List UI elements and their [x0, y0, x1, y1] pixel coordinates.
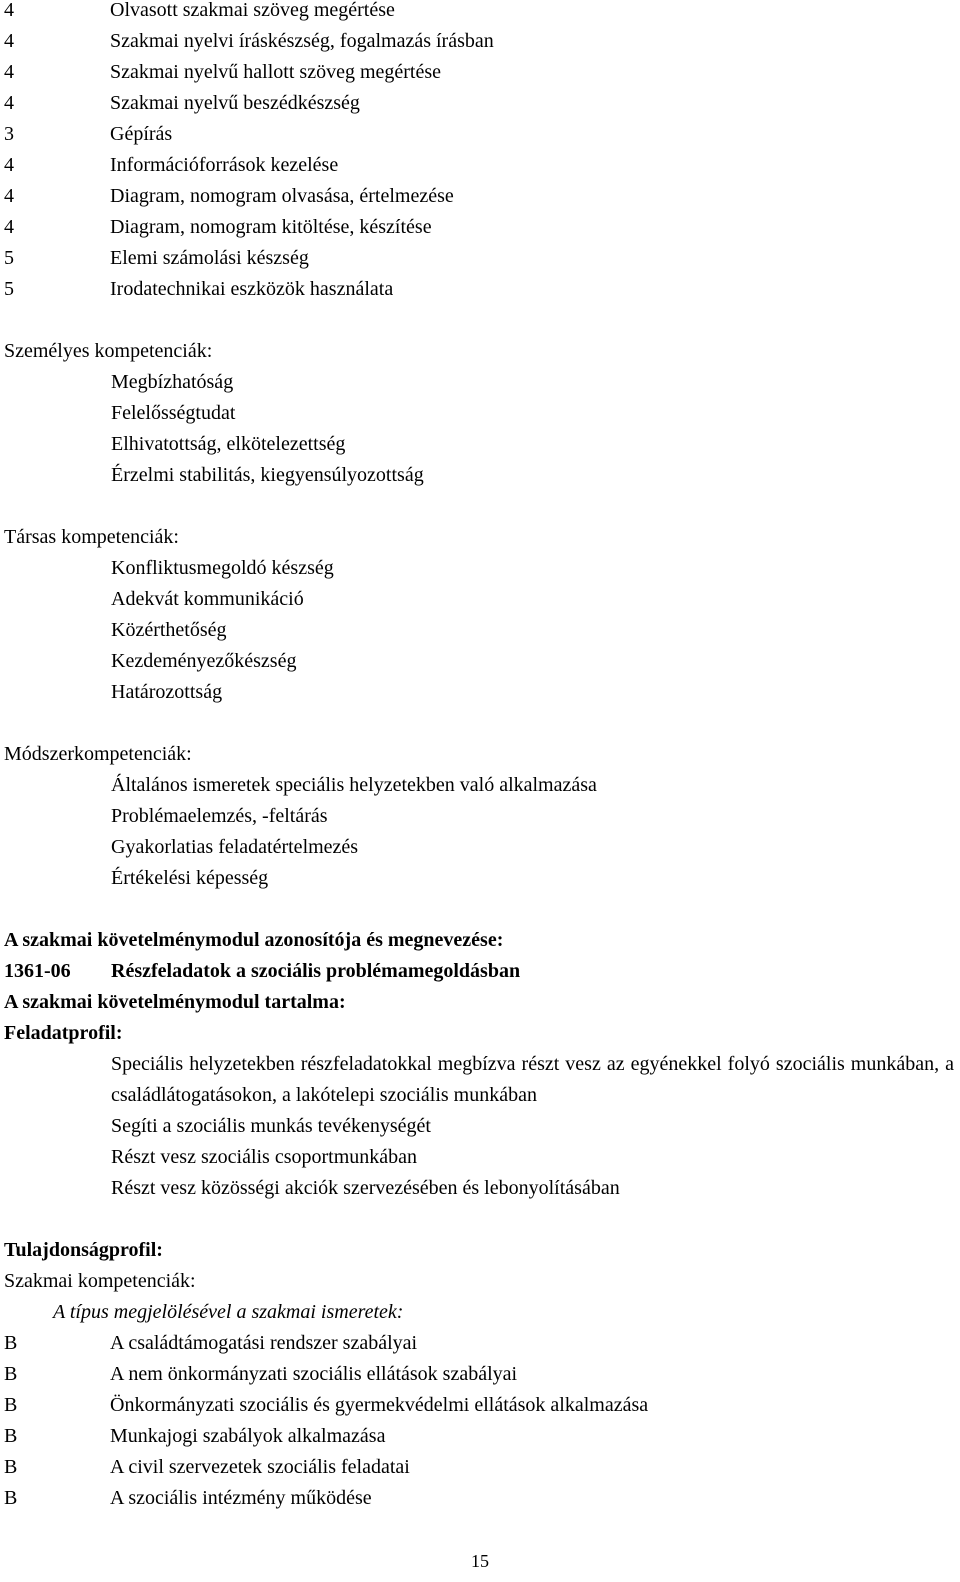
- skill-row: [0, 212, 960, 243]
- skill-row: [0, 57, 960, 88]
- knowledge-type: B: [4, 1394, 18, 1416]
- skill-label: Diagram, nomogram olvasása, értelmezése: [110, 185, 454, 207]
- skill-list: [0, 0, 960, 305]
- module-name: Részfeladatok a szociális problémamegoldásban: [111, 960, 521, 982]
- method-competencies: [0, 739, 960, 894]
- skill-row: [0, 26, 960, 57]
- page-number: 15: [471, 1551, 489, 1571]
- knowledge-label: Munkajogi szabályok alkalmazása: [110, 1425, 386, 1447]
- knowledge-row: [0, 1359, 960, 1390]
- section-heading: Módszerkompetenciák:: [4, 743, 192, 765]
- property-profile-heading: Tulajdonságprofil:: [4, 1239, 163, 1261]
- skill-level: 4: [4, 185, 14, 207]
- skill-level: 5: [4, 247, 14, 269]
- skill-level: 4: [4, 154, 14, 176]
- module-content-heading: A szakmai követelménymodul tartalma:: [4, 991, 346, 1013]
- section-heading: Személyes kompetenciák:: [4, 340, 213, 362]
- skill-label: Olvasott szakmai szöveg megértése: [110, 0, 395, 21]
- property-profile: [0, 1235, 960, 1514]
- knowledge-label: A családtámogatási rendszer szabályai: [110, 1332, 418, 1354]
- task-item: Részt vesz közösségi akciók szervezésében és lebonyolításában: [111, 1177, 620, 1199]
- skill-row: [0, 0, 960, 26]
- skill-level: 4: [4, 61, 14, 83]
- knowledge-type: B: [4, 1487, 18, 1509]
- competency-item: Adekvát kommunikáció: [111, 588, 304, 610]
- skill-label: Szakmai nyelvi íráskészség, fogalmazás írásban: [110, 30, 494, 52]
- task-item: Részt vesz szociális csoportmunkában: [111, 1146, 418, 1168]
- knowledge-type: B: [4, 1425, 18, 1447]
- module-id-heading: A szakmai követelménymodul azonosítója és megnevezése:: [4, 929, 504, 951]
- competency-item: Elhivatottság, elkötelezettség: [111, 433, 346, 455]
- competency-item: Gyakorlatias feladatértelmezés: [111, 836, 359, 858]
- skill-label: Szakmai nyelvű hallott szöveg megértése: [110, 61, 442, 83]
- skill-level: 4: [4, 0, 14, 21]
- skill-row: [0, 88, 960, 119]
- knowledge-row: [0, 1328, 960, 1359]
- task-profile-heading: Feladatprofil:: [4, 1022, 123, 1044]
- personal-competencies: [0, 336, 960, 491]
- knowledge-row: [0, 1452, 960, 1483]
- module-title-row: [0, 956, 960, 987]
- social-competencies: [0, 522, 960, 708]
- skill-level: 5: [4, 278, 14, 300]
- skill-level: 4: [4, 92, 14, 114]
- skill-row: [0, 274, 960, 305]
- module-section: [0, 925, 960, 1204]
- skill-label: Irodatechnikai eszközök használata: [110, 278, 394, 300]
- skill-label: Elemi számolási készség: [110, 247, 309, 269]
- competency-item: Értékelési képesség: [111, 867, 269, 889]
- skill-row: [0, 150, 960, 181]
- skill-level: 3: [4, 123, 14, 145]
- competency-item: Közérthetőség: [111, 619, 227, 641]
- type-note: A típus megjelölésével a szakmai ismeretek:: [53, 1301, 404, 1323]
- skill-label: Információforrások kezelése: [110, 154, 339, 176]
- skill-label: Szakmai nyelvű beszédkészség: [110, 92, 360, 114]
- competency-item: Konfliktusmegoldó készség: [111, 557, 334, 579]
- professional-competencies-heading: Szakmai kompetenciák:: [4, 1270, 196, 1292]
- skill-level: 4: [4, 216, 14, 238]
- knowledge-label: Önkormányzati szociális és gyermekvédelmi ellátások alkalmazása: [110, 1394, 649, 1416]
- task-paragraph: Speciális helyzetekben részfeladatokkal megbízva részt vesz az egyénekkel folyó szociális munkában, a családlátogatásokon, a lakótelepi szociális munkában: [111, 1053, 954, 1106]
- skill-row: [0, 243, 960, 274]
- competency-item: Megbízhatóság: [111, 371, 234, 393]
- competency-item: Problémaelemzés, -feltárás: [111, 805, 328, 827]
- knowledge-row: [0, 1421, 960, 1452]
- competency-item: Általános ismeretek speciális helyzetekben való alkalmazása: [111, 774, 597, 796]
- competency-item: Határozottság: [111, 681, 223, 703]
- knowledge-row: [0, 1483, 960, 1514]
- competency-item: Felelősségtudat: [111, 402, 236, 424]
- task-item: Segíti a szociális munkás tevékenységét: [111, 1115, 431, 1137]
- skill-level: 4: [4, 30, 14, 52]
- module-code: 1361-06: [4, 960, 71, 982]
- skill-label: Gépírás: [110, 123, 173, 145]
- knowledge-type: B: [4, 1363, 18, 1385]
- knowledge-label: A civil szervezetek szociális feladatai: [110, 1456, 410, 1478]
- knowledge-type: B: [4, 1456, 18, 1478]
- skill-row: [0, 119, 960, 150]
- competency-item: Kezdeményezőkészség: [111, 650, 297, 672]
- knowledge-label: A szociális intézmény működése: [110, 1487, 372, 1509]
- knowledge-label: A nem önkormányzati szociális ellátások szabályai: [110, 1363, 518, 1385]
- skill-row: [0, 181, 960, 212]
- section-heading: Társas kompetenciák:: [4, 526, 179, 548]
- knowledge-type: B: [4, 1332, 18, 1354]
- knowledge-row: [0, 1390, 960, 1421]
- competency-item: Érzelmi stabilitás, kiegyensúlyozottság: [111, 464, 424, 486]
- skill-label: Diagram, nomogram kitöltése, készítése: [110, 216, 432, 238]
